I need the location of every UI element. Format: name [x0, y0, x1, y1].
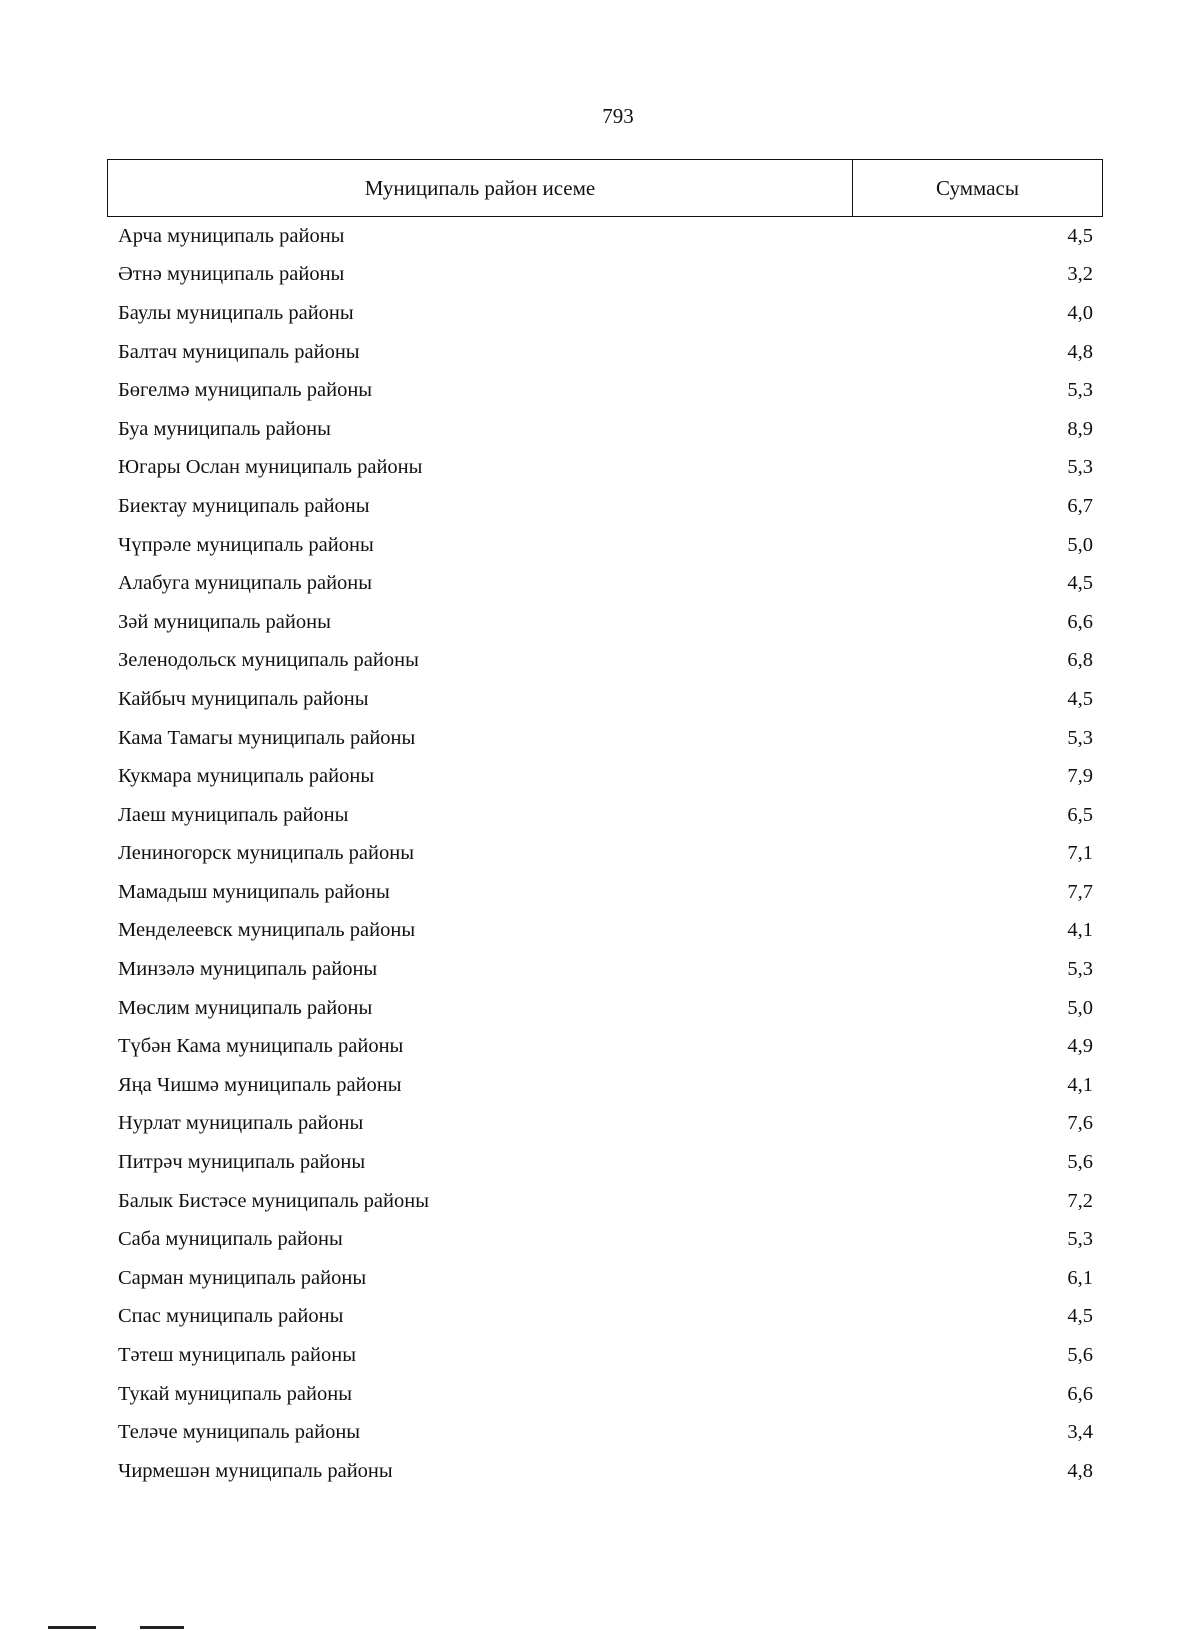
district-name: Кукмара муниципаль районы: [118, 765, 375, 788]
districts-table: [107, 159, 1103, 1491]
district-name: Тукай муниципаль районы: [118, 1382, 352, 1405]
district-sum: 6,7: [1067, 494, 1093, 517]
district-sum: 7,1: [1067, 842, 1093, 865]
scan-mark: [140, 1626, 184, 1629]
district-name: Арча муниципаль районы: [118, 224, 345, 247]
table-row: [107, 835, 1103, 874]
district-sum: 3,4: [1067, 1421, 1093, 1444]
district-name: Баулы муниципаль районы: [118, 301, 354, 324]
district-name: Лениногорск муниципаль районы: [118, 842, 414, 865]
table-row: [107, 603, 1103, 642]
district-name: Теләче муниципаль районы: [118, 1421, 361, 1444]
table-row: [107, 1143, 1103, 1182]
table-row: [107, 487, 1103, 526]
district-name: Әтнә муниципаль районы: [118, 263, 345, 286]
district-sum: 6,5: [1067, 803, 1093, 826]
table-row: [107, 1182, 1103, 1221]
table-row: [107, 642, 1103, 681]
table-row: [107, 564, 1103, 603]
district-sum: 8,9: [1067, 417, 1093, 440]
table-row: [107, 371, 1103, 410]
table-row: [107, 757, 1103, 796]
district-sum: 6,8: [1067, 649, 1093, 672]
district-sum: 5,3: [1067, 456, 1093, 479]
table-row: [107, 950, 1103, 989]
table-row: [107, 1259, 1103, 1298]
district-sum: 5,6: [1067, 1151, 1093, 1174]
table-row: [107, 526, 1103, 565]
district-sum: 7,6: [1067, 1112, 1093, 1135]
scan-mark: [48, 1626, 96, 1629]
district-sum: 5,6: [1067, 1344, 1093, 1367]
district-name: Балтач муниципаль районы: [118, 340, 360, 363]
table-header: [107, 159, 1103, 217]
page-number: 793: [602, 104, 634, 128]
table-row: [107, 410, 1103, 449]
district-name: Түбән Кама муниципаль районы: [118, 1035, 404, 1058]
table-row: [107, 719, 1103, 758]
district-sum: 5,0: [1067, 996, 1093, 1019]
district-name: Буа муниципаль районы: [118, 417, 331, 440]
table-body: [107, 217, 1103, 1491]
header-sum: Суммасы: [936, 175, 1019, 200]
district-name: Кайбыч муниципаль районы: [118, 687, 369, 710]
table-row: [107, 1027, 1103, 1066]
district-sum: 4,5: [1067, 572, 1093, 595]
district-sum: 4,5: [1067, 687, 1093, 710]
district-sum: 4,8: [1067, 1459, 1093, 1482]
district-sum: 5,0: [1067, 533, 1093, 556]
table-row: [107, 1220, 1103, 1259]
district-sum: 7,2: [1067, 1189, 1093, 1212]
table-row: [107, 912, 1103, 951]
district-name: Лаеш муниципаль районы: [118, 803, 349, 826]
district-sum: 6,1: [1067, 1266, 1093, 1289]
district-name: Чүпрәле муниципаль районы: [118, 533, 374, 556]
district-name: Спас муниципаль районы: [118, 1305, 344, 1328]
district-name: Балык Бистәсе муниципаль районы: [118, 1189, 429, 1212]
district-name: Саба муниципаль районы: [118, 1228, 343, 1251]
district-sum: 6,6: [1067, 1382, 1093, 1405]
table-row: [107, 989, 1103, 1028]
district-name: Биектау муниципаль районы: [118, 494, 370, 517]
district-sum: 4,0: [1067, 301, 1093, 324]
district-sum: 5,3: [1067, 726, 1093, 749]
district-name: Менделеевск муниципаль районы: [118, 919, 416, 942]
district-name: Мамадыш муниципаль районы: [118, 880, 390, 903]
district-sum: 5,3: [1067, 1228, 1093, 1251]
table-row: [107, 449, 1103, 488]
table-row: [107, 1375, 1103, 1414]
table-row: [107, 1066, 1103, 1105]
district-name: Тәтеш муниципаль районы: [118, 1344, 356, 1367]
district-sum: 4,9: [1067, 1035, 1093, 1058]
district-name: Алабуга муниципаль районы: [118, 572, 373, 595]
district-sum: 7,9: [1067, 765, 1093, 788]
district-sum: 3,2: [1067, 263, 1093, 286]
table-row: [107, 217, 1103, 256]
district-name: Югары Ослан муниципаль районы: [118, 456, 423, 479]
district-name: Кама Тамагы муниципаль районы: [118, 726, 416, 749]
district-name: Зеленодольск муниципаль районы: [118, 649, 419, 672]
table-row: [107, 294, 1103, 333]
district-sum: 4,1: [1067, 919, 1093, 942]
district-name: Яңа Чишмә муниципаль районы: [118, 1073, 402, 1096]
table-row: [107, 1105, 1103, 1144]
table-row: [107, 1413, 1103, 1452]
district-sum: 4,5: [1067, 1305, 1093, 1328]
district-name: Сарман муниципаль районы: [118, 1266, 367, 1289]
table-row: [107, 873, 1103, 912]
district-sum: 5,3: [1067, 379, 1093, 402]
district-sum: 4,8: [1067, 340, 1093, 363]
district-name: Нурлат муниципаль районы: [118, 1112, 364, 1135]
table-row: [107, 680, 1103, 719]
district-sum: 5,3: [1067, 958, 1093, 981]
district-name: Мөслим муниципаль районы: [118, 996, 373, 1019]
district-sum: 4,5: [1067, 224, 1093, 247]
district-name: Минзәлә муниципаль районы: [118, 958, 378, 981]
table-row: [107, 1452, 1103, 1491]
table-row: [107, 1298, 1103, 1337]
table-row: [107, 796, 1103, 835]
district-sum: 7,7: [1067, 880, 1093, 903]
district-name: Чирмешән муниципаль районы: [118, 1459, 393, 1482]
table-row: [107, 256, 1103, 295]
table-row: [107, 333, 1103, 372]
district-sum: 4,1: [1067, 1073, 1093, 1096]
table-row: [107, 1336, 1103, 1375]
district-name: Бөгелмә муниципаль районы: [118, 379, 373, 402]
district-name: Зәй муниципаль районы: [118, 610, 331, 633]
district-name: Питрәч муниципаль районы: [118, 1151, 366, 1174]
header-district-name: Муниципаль район исеме: [108, 160, 853, 216]
district-sum: 6,6: [1067, 610, 1093, 633]
